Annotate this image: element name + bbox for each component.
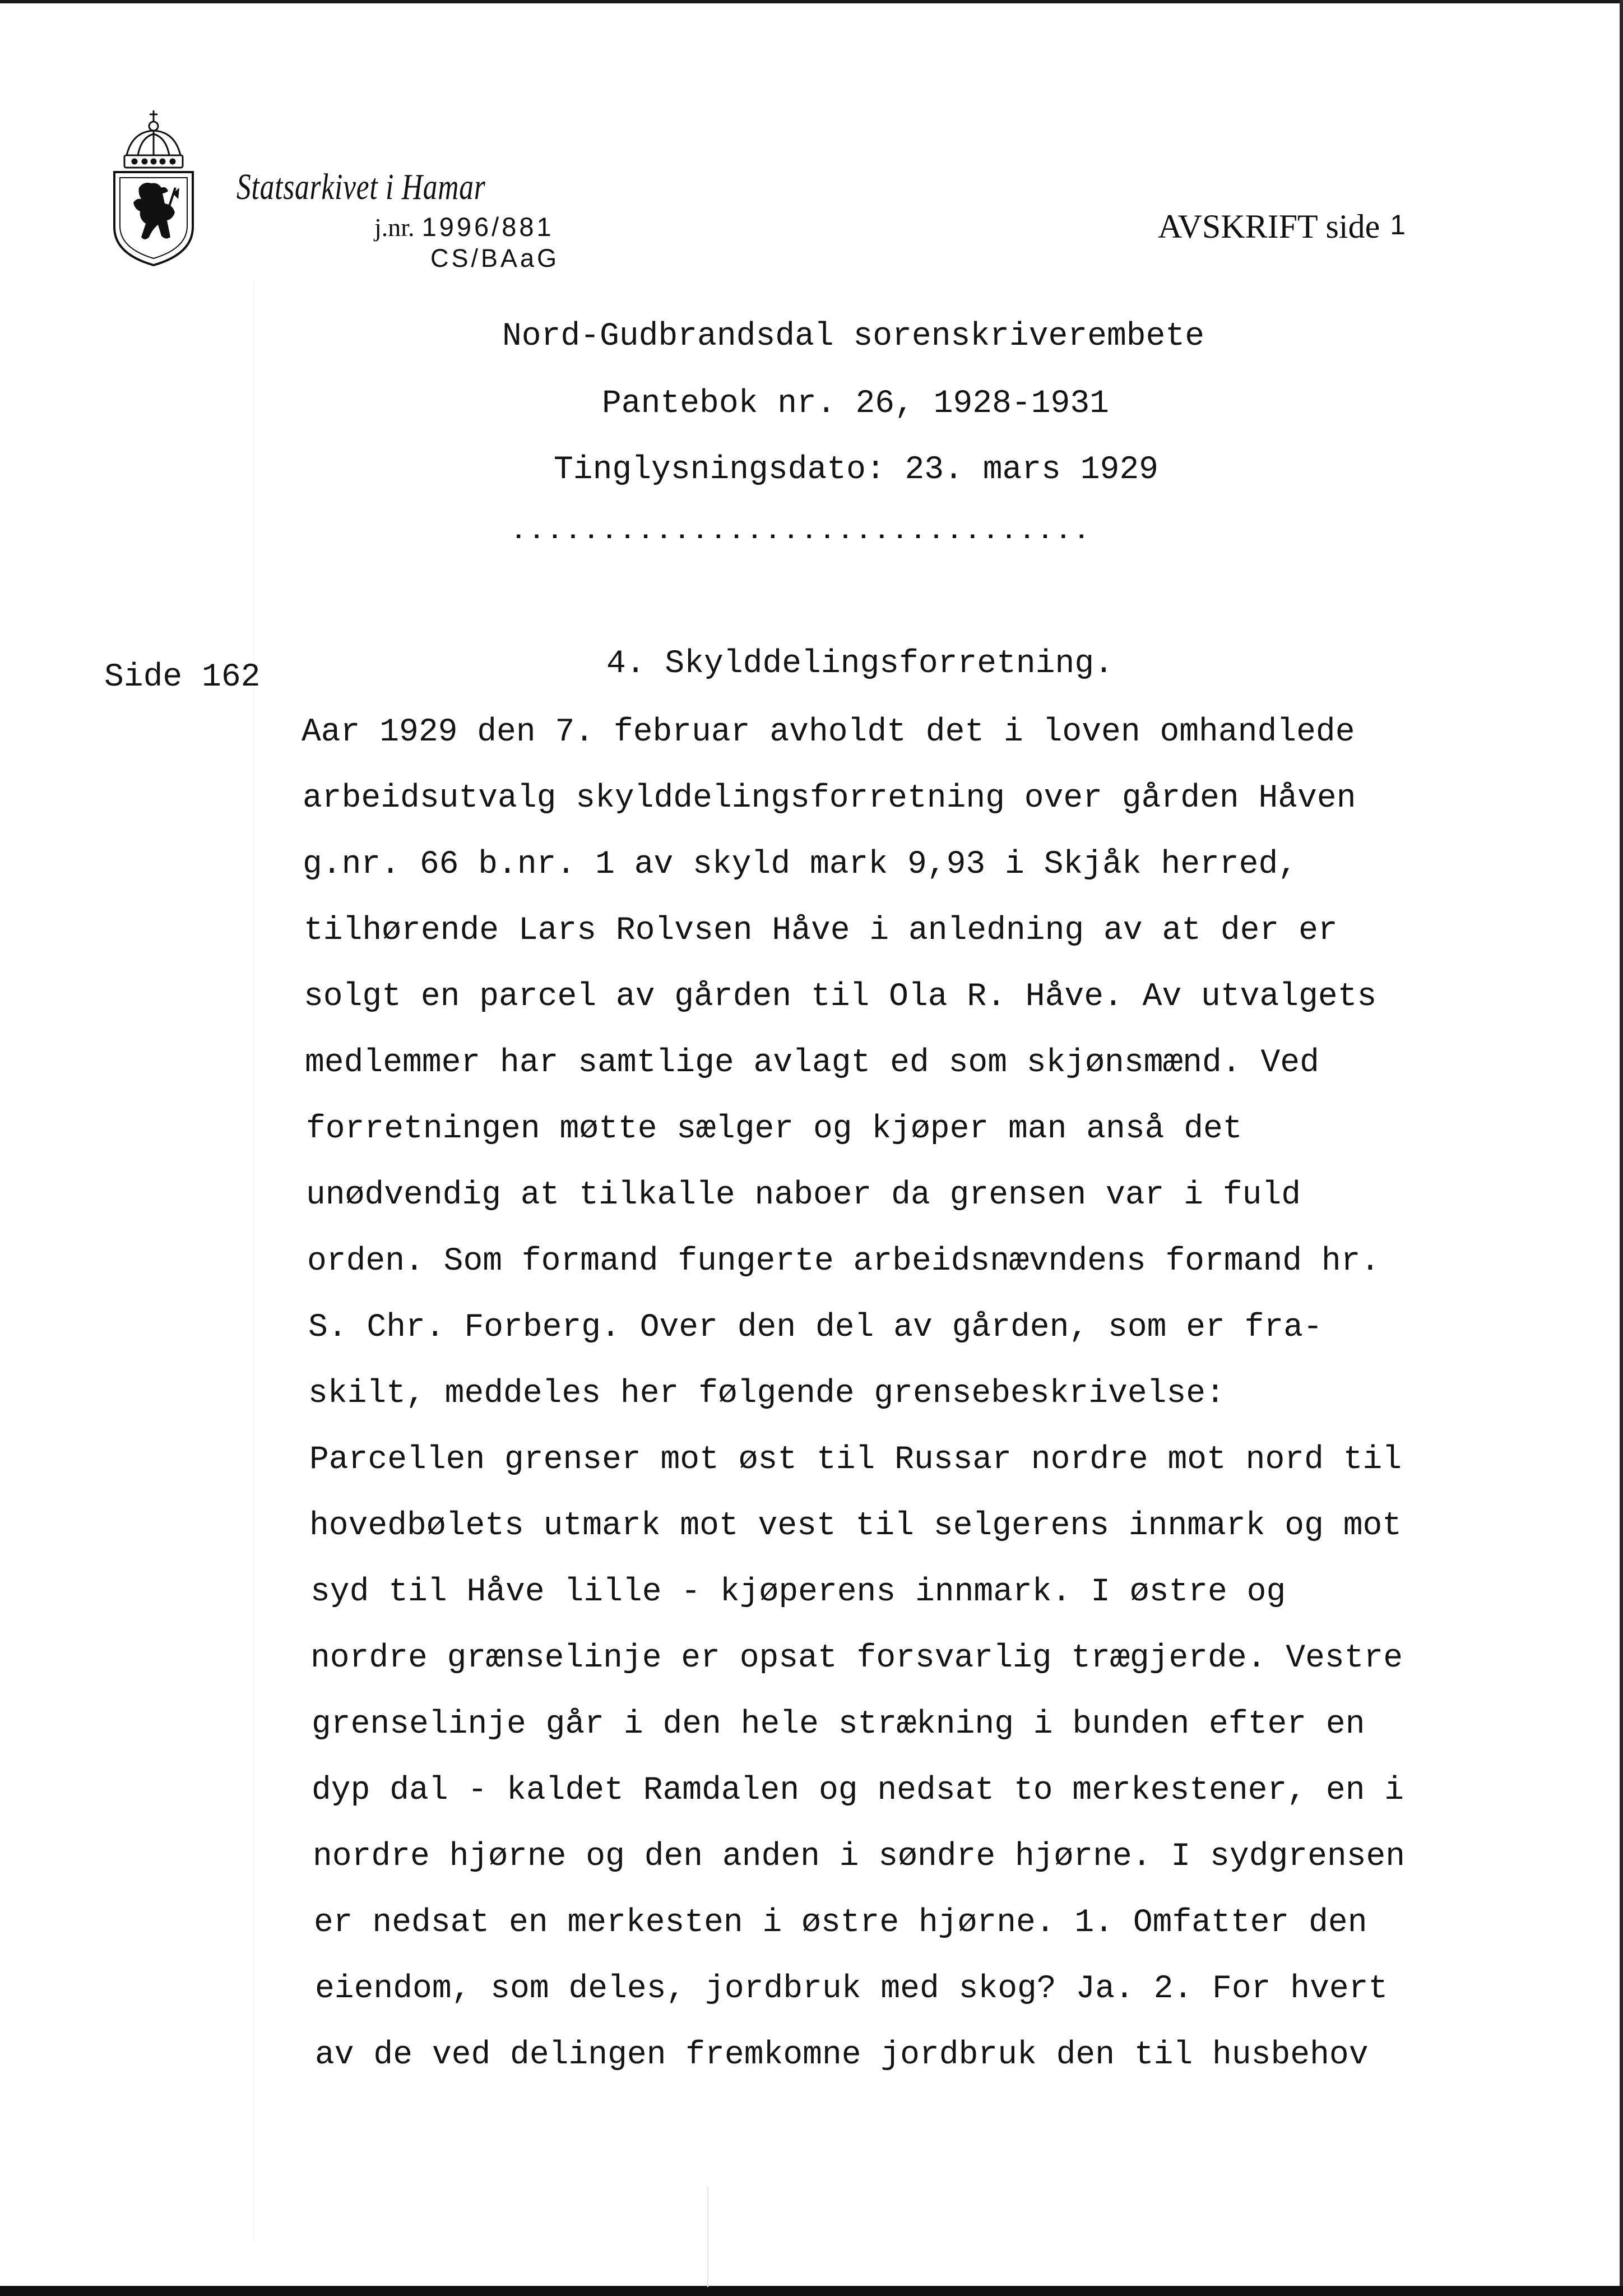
body-line: er nedsat en merkesten i østre hjørne. 1. Omfatter den [314,1905,1367,1941]
scan-margin-shadow [253,280,254,2242]
scan-top-edge [0,0,1623,3]
court-name: Nord-Gudbrandsdal sorenskriverembete [502,318,1205,355]
body-line: hovedbølets utmark mot vest til selgerens innmark og mot [309,1508,1402,1544]
body-line: orden. Som formand fungerte arbeidsnævndens formand hr. [307,1243,1380,1280]
body-line: nordre hjørne og den anden i søndre hjørne. I sydgrensen [313,1839,1406,1875]
journal-reference [374,211,554,242]
registration-date: Tinglysningsdato: 23. mars 1929 [554,452,1158,488]
scan-right-edge [1620,0,1623,2296]
body-line: unødvendig at tilkalle naboer da grensen var i fuld [306,1177,1301,1214]
body-line: dyp dal - kaldet Ramdalen og nedsat to merkestener, en i [312,1772,1404,1809]
body-line: syd til Håve lille - kjøperens innmark. I østre og [310,1574,1286,1610]
body-line: eiendom, som deles, jordbruk med skog? Ja. 2. For hvert [315,1971,1388,2007]
body-line: Aar 1929 den 7. februar avholdt det i loven omhandlede [302,714,1355,751]
journal-number: 1996/881 [421,212,554,242]
mortgage-book: Pantebok nr. 26, 1928-1931 [602,386,1109,422]
copy-label: AVSKRIFT side [1158,208,1380,245]
clerk-initials: CS/BAaG [430,244,560,272]
body-line: g.nr. 66 b.nr. 1 av skyld mark 9,93 i Skjåk herred, [303,846,1298,883]
norwegian-lion-crest-icon [110,109,194,266]
body-line: tilhørende Lars Rolvsen Håve i anledning av at der er [304,913,1338,949]
scan-bottom-edge [0,2286,1623,2296]
body-line: medlemmer har samtlige avlagt ed som skjønsmænd. Ved [305,1045,1319,1081]
copy-page-number: 1 [1390,209,1406,240]
section-title: 4. Skylddelingsforretning. [606,646,1114,682]
body-line: S. Chr. Forberg. Over den del av gården, som er fra- [308,1309,1323,1346]
body-line: nordre grænselinje er opsat forsvarlig trægjerde. Vestre [310,1640,1403,1677]
copy-page-label [1158,207,1406,246]
journal-label: j.nr. [374,213,415,242]
body-line: arbeidsutvalg skylddelingsforretning over gården Håven [303,780,1356,817]
body-line: av de ved delingen fremkomne jordbruk den til husbehov [315,2037,1369,2073]
archive-name: Statsarkivet i Hamar [237,166,486,207]
body-line: skilt, meddeles her følgende grensebeskrivelse: [308,1376,1225,1412]
separator-dots: ................................ [511,518,1092,546]
margin-page-reference: Side 162 [104,659,261,696]
body-line: Parcellen grenser mot øst til Russar nordre mot nord til [309,1442,1402,1478]
body-line: grenselinje går i den hele strækning i bunden efter en [312,1706,1365,1743]
body-line: forretningen møtte sælger og kjøper man anså det [306,1111,1242,1147]
scan-artifact-line [707,2186,708,2287]
body-line: solgt en parcel av gården til Ola R. Håve. Av utvalgets [304,979,1377,1015]
